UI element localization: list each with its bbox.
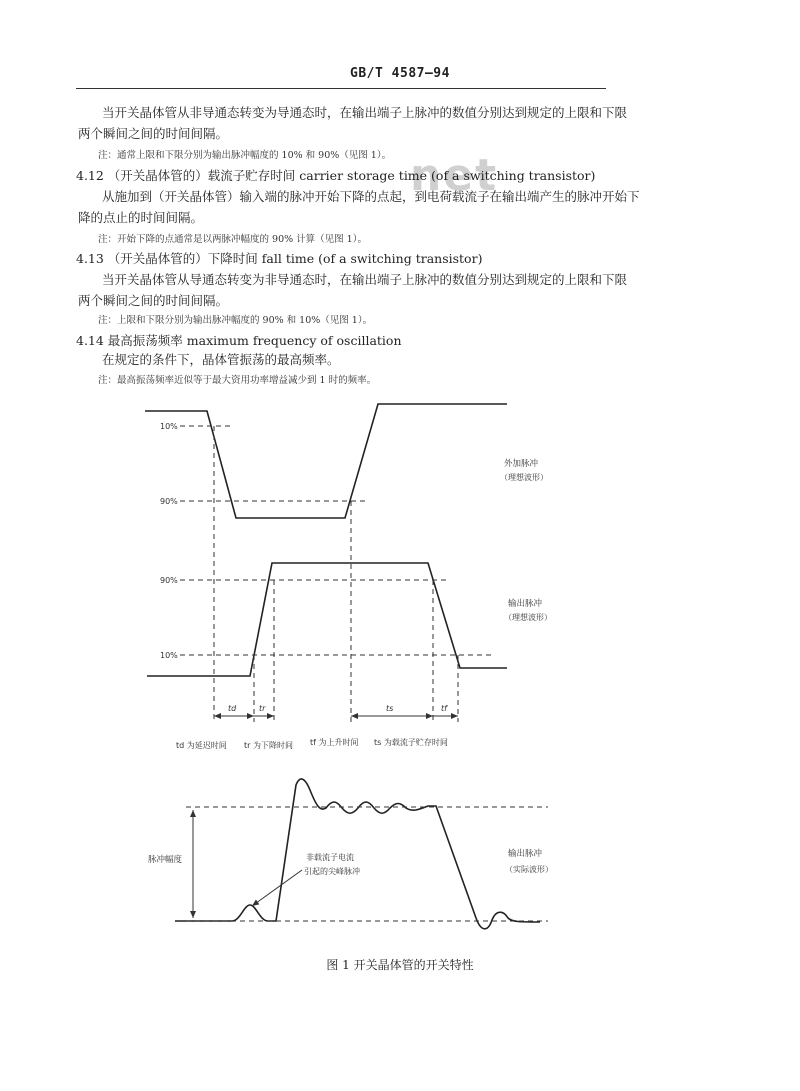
amplitude-label: 脉冲幅度 xyxy=(148,855,183,865)
section-4-12-title: 4.12 （开关晶体管的）载流子贮存时间 carrier storage time (of a switching transistor) xyxy=(76,168,596,183)
note: 注：开始下降的点通常是以两脉冲幅度的 90% 计算（见图 1）。 xyxy=(98,234,367,245)
section-4-14-title: 4.14 最高振荡频率 maximum frequency of oscillation xyxy=(76,333,402,348)
paragraph-line: 在规定的条件下，晶体管振荡的最高频率。 xyxy=(102,352,340,367)
pct-label: 10% xyxy=(160,422,178,431)
td-label: td xyxy=(228,704,237,713)
paragraph-line: 降的点止的时间间隔。 xyxy=(78,210,204,225)
output-pulse-label: 输出脉冲 xyxy=(508,599,543,609)
section-4-13-title: 4.13 （开关晶体管的）下降时间 fall time (of a switching transistor) xyxy=(76,251,483,266)
paragraph-line: 当开关晶体管从导通态转变为非导通态时，在输出端子上脉冲的数值分别达到规定的上限和下限 xyxy=(102,272,628,287)
input-pulse-sublabel: （理想波形） xyxy=(500,473,548,482)
paragraph-line: 当开关晶体管从非导通态转变为导通态时，在输出端子上脉冲的数值分别达到规定的上限和下限 xyxy=(102,105,628,120)
pct-label: 90% xyxy=(160,497,178,506)
ts-label: ts xyxy=(386,704,394,713)
spike-label: 非载流子电流 xyxy=(306,853,354,862)
paragraph-line: 两个瞬间之间的时间间隔。 xyxy=(78,126,229,141)
paragraph-line: 两个瞬间之间的时间间隔。 xyxy=(78,293,229,308)
actual-pulse-sublabel: （实际波形） xyxy=(505,865,553,874)
legend-tr: tr 为下降时间 xyxy=(244,741,293,750)
note: 注：通常上限和下限分别为输出脉冲幅度的 10% 和 90%（见图 1）。 xyxy=(98,150,392,161)
watermark: net xyxy=(410,150,499,201)
figure-caption: 图 1 开关晶体管的开关特性 xyxy=(326,958,474,972)
legend-tf: tf 为上升时间 xyxy=(310,738,359,747)
note: 注：最高振荡频率近似等于最大资用功率增益减少到 1 时的频率。 xyxy=(98,375,377,386)
spike-sublabel: 引起的尖峰脉冲 xyxy=(304,867,360,876)
output-actual-waveform xyxy=(175,779,540,929)
input-pulse-label: 外加脉冲 xyxy=(504,459,539,469)
pct-label: 90% xyxy=(160,576,178,585)
spike-pointer xyxy=(252,870,302,906)
standard-number-header: GB/T 4587—94 xyxy=(350,66,450,81)
legend-ts: ts 为载流子贮存时间 xyxy=(374,738,448,747)
actual-pulse-label: 输出脉冲 xyxy=(508,849,543,859)
pct-label: 10% xyxy=(160,651,178,660)
tr-label: tr xyxy=(259,704,266,713)
paragraph-line: 从施加到（开关晶体管）输入端的脉冲开始下降的点起，到电荷载流子在输出端产生的脉冲开始下 xyxy=(102,189,640,204)
tf-label: tf xyxy=(441,704,447,713)
legend-td: td 为延迟时间 xyxy=(176,741,227,750)
note: 注：上限和下限分别为输出脉冲幅度的 90% 和 10%（见图 1）。 xyxy=(98,315,373,326)
output-pulse-sublabel: （理想波形） xyxy=(504,613,552,622)
